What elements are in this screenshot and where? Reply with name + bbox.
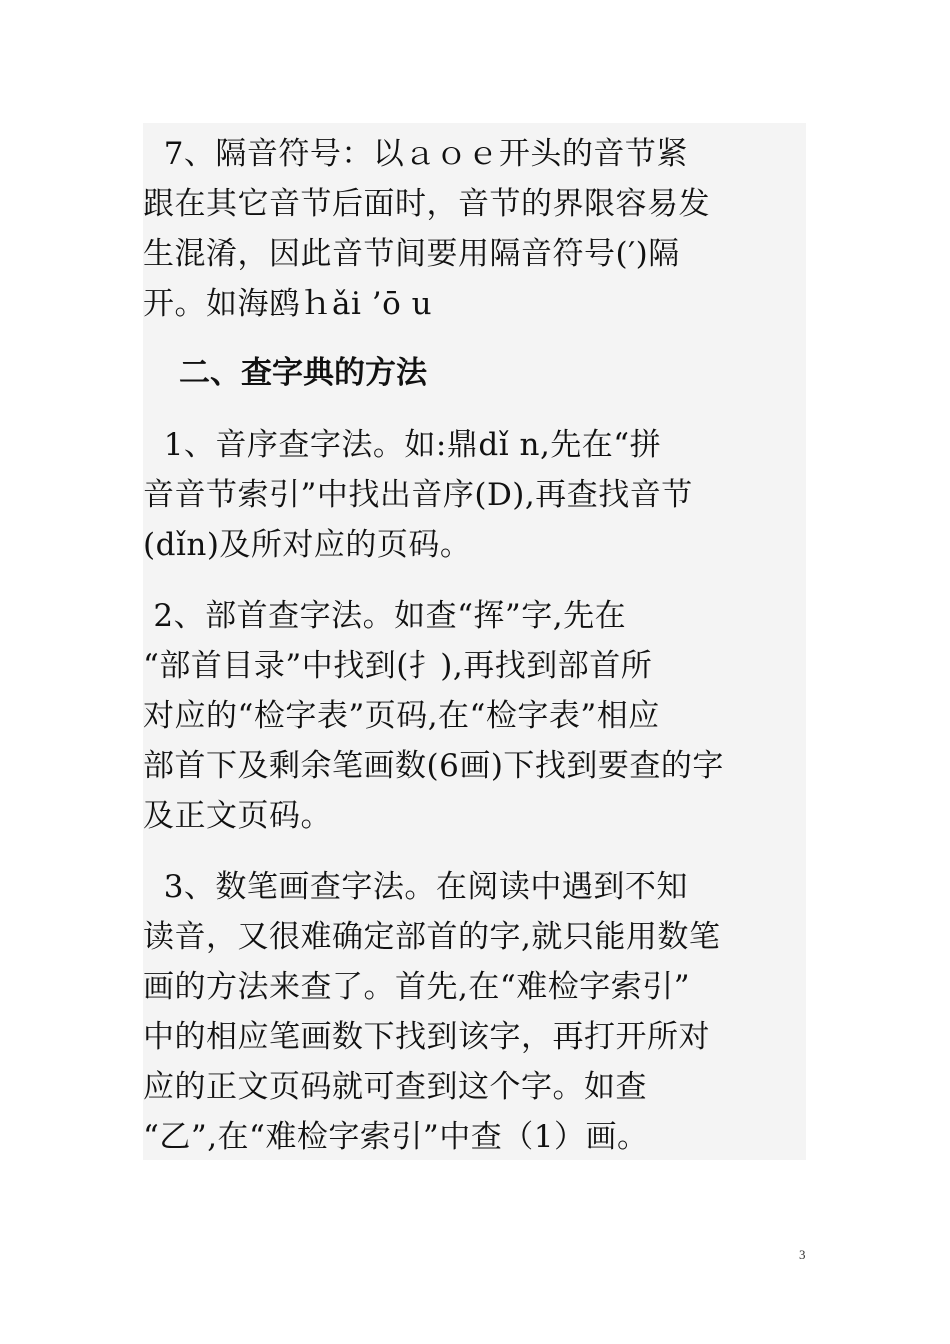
method-3-line-1: 3、数笔画查字法。在阅读中遇到不知 — [143, 869, 688, 905]
section-heading: 二、查字典的方法 — [179, 355, 427, 391]
method-3-line-4: 中的相应笔画数下找到该字，再打开所对 — [143, 1019, 710, 1055]
method-2-line-4: 部首下及剩余笔画数(6画)下找到要查的字 — [143, 748, 724, 784]
page-number: 3 — [799, 1247, 806, 1262]
method-2-line-3: 对应的“检字表”页码,在“检字表”相应 — [143, 698, 660, 734]
paragraph-7-line-1: 7、隔音符号：以ａｏｅ开头的音节紧 — [143, 136, 688, 172]
method-3-line-5: 应的正文页码就可查到这个字。如查 — [143, 1069, 647, 1105]
method-1-line-1: 1、音序查字法。如:鼎dǐ n,先在“拼 — [143, 427, 662, 463]
method-1-line-2: 音音节索引”中找出音序(D),再查找音节 — [143, 477, 693, 513]
method-3-line-6: “乙”,在“难检字索引”中查（1）画。 — [143, 1119, 649, 1155]
method-3-line-3: 画的方法来查了。首先,在“难检字索引” — [143, 969, 691, 1005]
paragraph-7-line-4: 开。如海鸥ｈǎi ’ō u — [143, 286, 433, 322]
paragraph-7-line-2: 跟在其它音节后面时，音节的界限容易发 — [143, 186, 710, 222]
method-2-line-1: 2、部首查字法。如查“挥”字,先在 — [143, 598, 627, 634]
paragraph-7-line-3: 生混淆，因此音节间要用隔音符号(′)隔 — [143, 236, 680, 272]
method-1-line-3: (dǐn)及所对应的页码。 — [143, 527, 472, 563]
document-body — [143, 123, 806, 1160]
method-2-line-2: “部首目录”中找到(扌),再找到部首所 — [143, 648, 653, 684]
method-2-line-5: 及正文页码。 — [143, 798, 332, 834]
method-3-line-2: 读音，又很难确定部首的字,就只能用数笔 — [143, 919, 721, 955]
